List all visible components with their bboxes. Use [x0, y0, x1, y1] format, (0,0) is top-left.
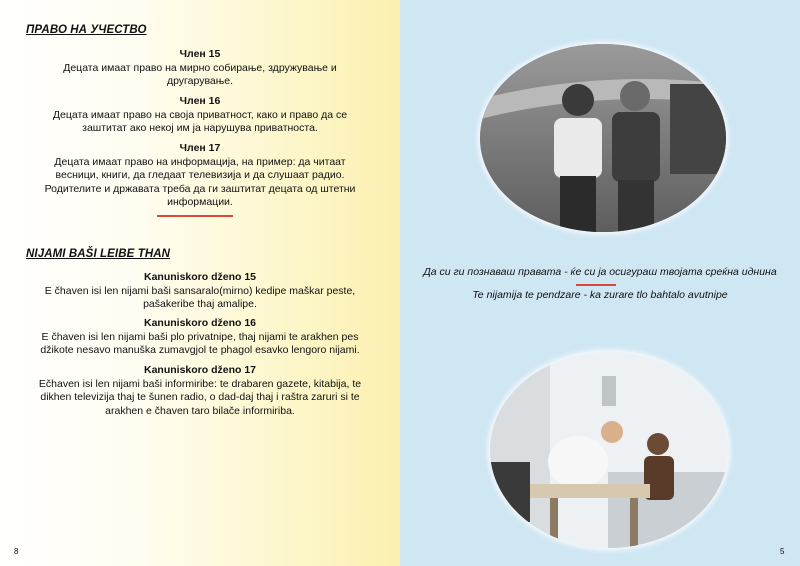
- quote-romani: Te nijamija te pendzare - ka zurare tlo bahtalo avutnipe: [472, 289, 728, 301]
- article-rom-16: [22, 317, 378, 358]
- article-mk-15: [22, 48, 378, 89]
- heading-romani: NIJAMI BAŠI LEIBE THAN: [26, 248, 171, 260]
- page-number-left: 8: [14, 547, 19, 556]
- article-title: Kanuniskoro dženo 16: [143, 317, 257, 329]
- article-title: Член 17: [179, 142, 221, 154]
- article-rom-15: [22, 271, 378, 312]
- article-text: Децата имаат право на информација, на пример: да читаат весници, книги, да гледаат телевизија и да слушаат радио. Родителите и државата треба да ги заштитат децата од штетни информации.: [44, 155, 356, 208]
- article-text: Децата имаат право на мирно собирање, здружување и другарување.: [63, 61, 337, 87]
- photo-two-boys: [480, 44, 726, 232]
- quote-macedonian: Да си ги познаваш правата - ќе си ја осигураш твојата среќна иднина: [423, 266, 777, 278]
- divider-line: [157, 215, 233, 217]
- article-mk-16: [22, 95, 378, 136]
- article-title: Член 15: [179, 48, 221, 60]
- heading-macedonian: ПРАВО НА УЧЕСТВО: [26, 24, 147, 36]
- article-text: E čhaven isi len nijami baši plo privatnipe, thaj nijami te arakhen pes džikote nesavo manuška zumavgjol te phagol esavko lengoro nijami.: [40, 330, 360, 356]
- article-title: Kanuniskoro dženo 17: [143, 364, 257, 376]
- page-number-right: 5: [780, 547, 785, 556]
- article-mk-17: [22, 142, 378, 210]
- article-title: Член 16: [179, 95, 221, 107]
- divider-line: [576, 284, 616, 286]
- article-text: Ečhaven isi len nijami baši informiribe: te drabaren gazete, kitabija, te dikhen televizija thaj te šunen radio, o dad-daj thaj i raštra zaruri si te arakhen e čhaven taro bilače informiriba.: [38, 377, 362, 417]
- photo-doctor-visit: [490, 352, 728, 548]
- article-text: Децата имаат право на своја приватност, како и право да се заштитат ако некој им ја нарушува приватноста.: [52, 108, 348, 134]
- article-title: Kanuniskoro dženo 15: [143, 271, 257, 283]
- article-text: E čhaven isi len nijami baši sansaralo(mirno) kedipe maškar peste, pašakeribe thaj amalipe.: [44, 284, 356, 310]
- article-rom-17: [22, 364, 378, 418]
